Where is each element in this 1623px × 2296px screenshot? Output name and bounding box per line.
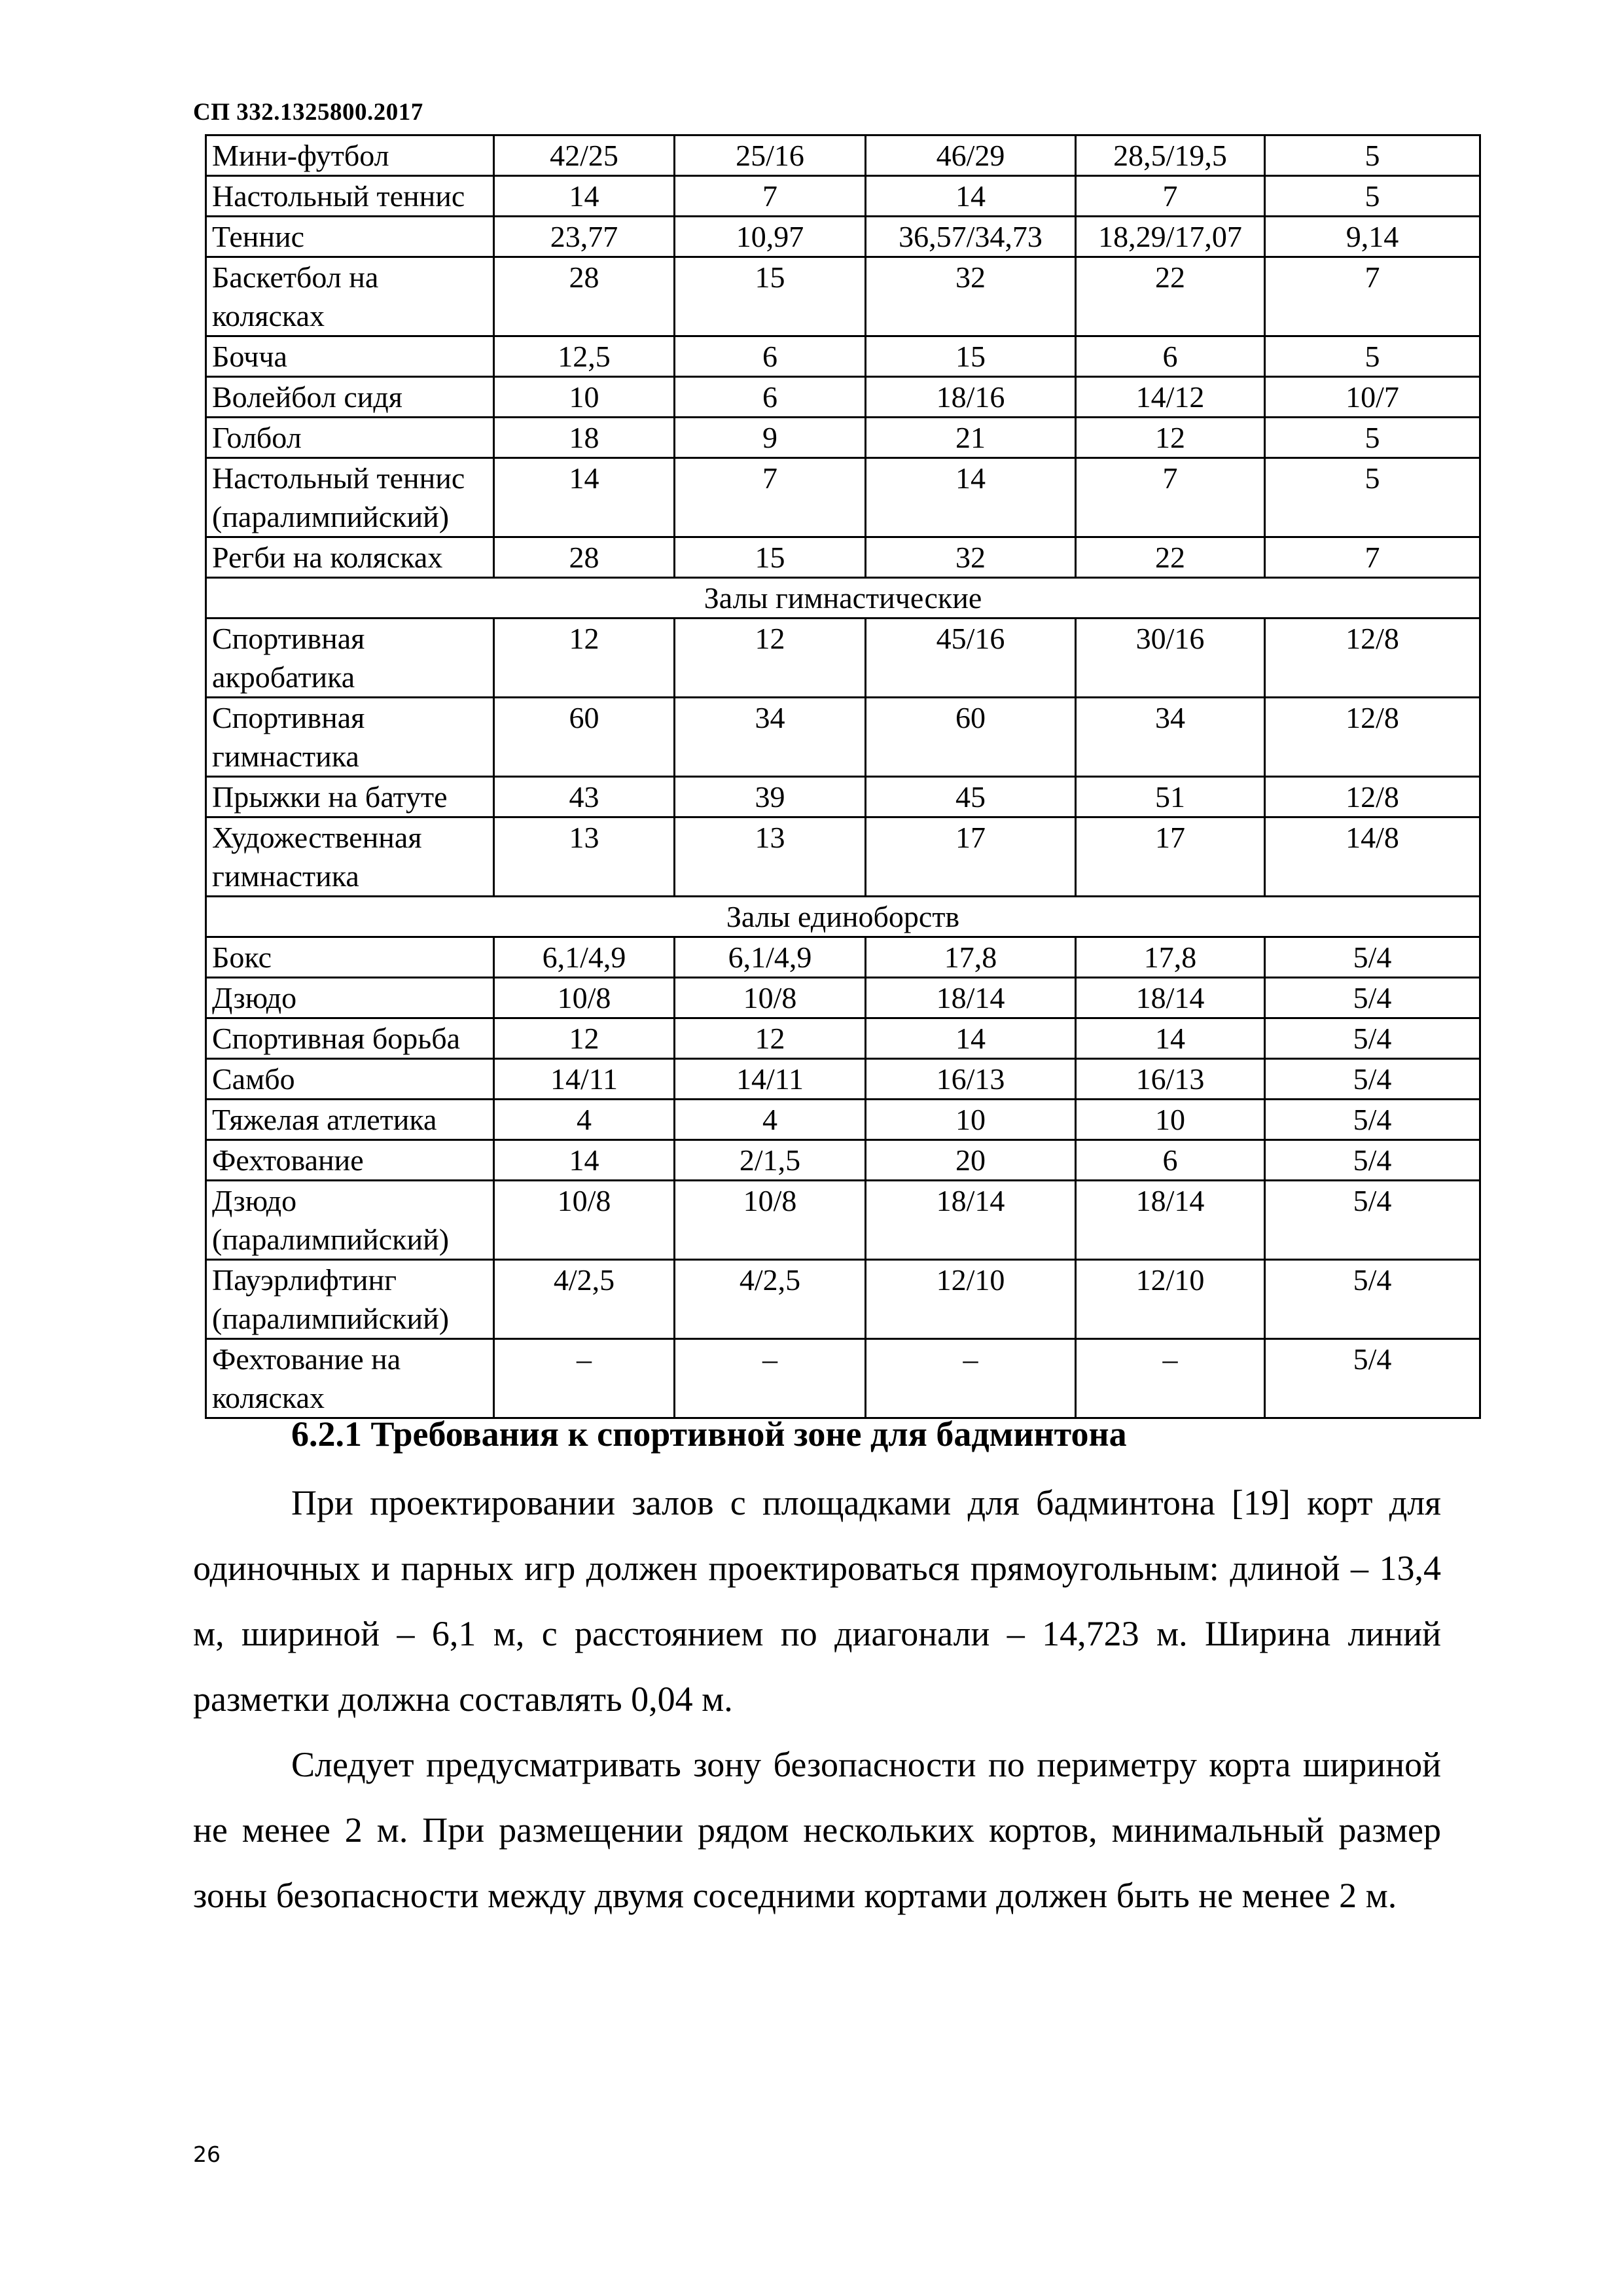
value-cell: 5/4 xyxy=(1265,1059,1480,1100)
document-code: СП 332.1325800.2017 xyxy=(193,99,423,126)
sport-name-cell: Дзюдо xyxy=(206,978,494,1018)
table-row xyxy=(206,257,1480,336)
value-cell: 7 xyxy=(1076,458,1265,537)
value-cell: 30/16 xyxy=(1076,619,1265,698)
sport-name-cell: Тяжелая атлетика xyxy=(206,1100,494,1140)
value-cell: 9,14 xyxy=(1265,217,1480,257)
value-cell: 4 xyxy=(494,1100,675,1140)
value-cell: 39 xyxy=(675,777,866,817)
value-cell: 18 xyxy=(494,418,675,458)
value-cell: 28 xyxy=(494,537,675,578)
section-heading: 6.2.1 Требования к спортивной зоне для бадминтона xyxy=(291,1414,1127,1454)
value-cell: 23,77 xyxy=(494,217,675,257)
value-cell: 5/4 xyxy=(1265,1140,1480,1181)
value-cell: 4/2,5 xyxy=(494,1260,675,1339)
value-cell: 16/13 xyxy=(866,1059,1076,1100)
value-cell: 60 xyxy=(866,698,1076,777)
dimensions-table xyxy=(205,134,1481,1419)
table-row xyxy=(206,1260,1480,1339)
table-row xyxy=(206,1181,1480,1260)
paragraph: Следует предусматривать зону безопасности по периметру корта шириной не менее 2 м. При размещении рядом нескольких кортов, минимальный размер зоны безопасности между двумя соседними кортами должен быть не менее 2 м. xyxy=(193,1745,1441,1915)
value-cell: 6,1/4,9 xyxy=(494,937,675,978)
table-row xyxy=(206,1339,1480,1418)
sport-name-cell: Фехтование на колясках xyxy=(206,1339,494,1418)
value-cell: 14 xyxy=(494,1140,675,1181)
value-cell: 5/4 xyxy=(1265,1100,1480,1140)
value-cell: 25/16 xyxy=(675,135,866,176)
value-cell: 4/2,5 xyxy=(675,1260,866,1339)
value-cell: 12 xyxy=(494,619,675,698)
value-cell: 14 xyxy=(494,176,675,217)
table-row xyxy=(206,1100,1480,1140)
value-cell: 18,29/17,07 xyxy=(1076,217,1265,257)
value-cell: 43 xyxy=(494,777,675,817)
sport-name-cell: Самбо xyxy=(206,1059,494,1100)
value-cell: 32 xyxy=(866,257,1076,336)
value-cell: 12 xyxy=(675,1018,866,1059)
value-cell: 14 xyxy=(866,176,1076,217)
value-cell: – xyxy=(675,1339,866,1418)
value-cell: 12/8 xyxy=(1265,619,1480,698)
value-cell: – xyxy=(866,1339,1076,1418)
value-cell: 34 xyxy=(675,698,866,777)
value-cell: 12 xyxy=(675,619,866,698)
value-cell: 17 xyxy=(1076,817,1265,897)
value-cell: 5 xyxy=(1265,418,1480,458)
value-cell: 7 xyxy=(1076,176,1265,217)
sport-name-cell: Регби на колясках xyxy=(206,537,494,578)
value-cell: 14/11 xyxy=(494,1059,675,1100)
value-cell: 14 xyxy=(1076,1018,1265,1059)
value-cell: 16/13 xyxy=(1076,1059,1265,1100)
value-cell: 45/16 xyxy=(866,619,1076,698)
value-cell: 5 xyxy=(1265,176,1480,217)
value-cell: 36,57/34,73 xyxy=(866,217,1076,257)
table-section-row xyxy=(206,897,1480,937)
value-cell: 6 xyxy=(1076,336,1265,377)
value-cell: 10/7 xyxy=(1265,377,1480,418)
value-cell: 18/14 xyxy=(1076,978,1265,1018)
table-row xyxy=(206,817,1480,897)
value-cell: 14/12 xyxy=(1076,377,1265,418)
table-row xyxy=(206,176,1480,217)
sport-name-cell: Настольный теннис xyxy=(206,176,494,217)
table-row xyxy=(206,458,1480,537)
value-cell: 17,8 xyxy=(1076,937,1265,978)
value-cell: 5/4 xyxy=(1265,1181,1480,1260)
value-cell: 18/14 xyxy=(1076,1181,1265,1260)
sport-name-cell: Пауэрлифтинг (паралимпийский) xyxy=(206,1260,494,1339)
value-cell: 5 xyxy=(1265,135,1480,176)
value-cell: 2/1,5 xyxy=(675,1140,866,1181)
sport-name-cell: Спортивная акробатика xyxy=(206,619,494,698)
value-cell: 4 xyxy=(675,1100,866,1140)
value-cell: 46/29 xyxy=(866,135,1076,176)
value-cell: 7 xyxy=(1265,537,1480,578)
table-row xyxy=(206,978,1480,1018)
table-section-row xyxy=(206,578,1480,619)
value-cell: 42/25 xyxy=(494,135,675,176)
value-cell: 6 xyxy=(1076,1140,1265,1181)
value-cell: 13 xyxy=(494,817,675,897)
sport-name-cell: Художественная гимнастика xyxy=(206,817,494,897)
page-number: 26 xyxy=(193,2142,221,2167)
table-row xyxy=(206,1018,1480,1059)
value-cell: 5 xyxy=(1265,458,1480,537)
sport-name-cell: Настольный теннис (паралимпийский) xyxy=(206,458,494,537)
table-row xyxy=(206,619,1480,698)
table-row xyxy=(206,217,1480,257)
value-cell: 10 xyxy=(494,377,675,418)
value-cell: 18/14 xyxy=(866,1181,1076,1260)
value-cell: 5/4 xyxy=(1265,937,1480,978)
value-cell: 15 xyxy=(675,537,866,578)
value-cell: 14 xyxy=(866,458,1076,537)
sport-name-cell: Фехтование xyxy=(206,1140,494,1181)
value-cell: 18/16 xyxy=(866,377,1076,418)
value-cell: 12/10 xyxy=(866,1260,1076,1339)
value-cell: 22 xyxy=(1076,257,1265,336)
value-cell: – xyxy=(1076,1339,1265,1418)
value-cell: 34 xyxy=(1076,698,1265,777)
value-cell: 14/8 xyxy=(1265,817,1480,897)
value-cell: 17 xyxy=(866,817,1076,897)
value-cell: 7 xyxy=(675,176,866,217)
value-cell: 10 xyxy=(1076,1100,1265,1140)
value-cell: 5/4 xyxy=(1265,1018,1480,1059)
value-cell: 32 xyxy=(866,537,1076,578)
value-cell: 13 xyxy=(675,817,866,897)
value-cell: 10/8 xyxy=(675,1181,866,1260)
table-row xyxy=(206,418,1480,458)
value-cell: 10/8 xyxy=(494,1181,675,1260)
value-cell: 5/4 xyxy=(1265,1339,1480,1418)
table-row xyxy=(206,1059,1480,1100)
value-cell: 14 xyxy=(494,458,675,537)
value-cell: 12 xyxy=(1076,418,1265,458)
value-cell: 12/8 xyxy=(1265,777,1480,817)
value-cell: 18/14 xyxy=(866,978,1076,1018)
value-cell: 28 xyxy=(494,257,675,336)
sport-name-cell: Бокс xyxy=(206,937,494,978)
value-cell: 21 xyxy=(866,418,1076,458)
value-cell: 10,97 xyxy=(675,217,866,257)
sport-name-cell: Спортивная борьба xyxy=(206,1018,494,1059)
value-cell: 7 xyxy=(675,458,866,537)
sport-name-cell: Теннис xyxy=(206,217,494,257)
sport-name-cell: Волейбол сидя xyxy=(206,377,494,418)
value-cell: 12/10 xyxy=(1076,1260,1265,1339)
value-cell: 28,5/19,5 xyxy=(1076,135,1265,176)
value-cell: 6 xyxy=(675,377,866,418)
value-cell: 9 xyxy=(675,418,866,458)
table-row xyxy=(206,698,1480,777)
table-row xyxy=(206,135,1480,176)
value-cell: 12,5 xyxy=(494,336,675,377)
value-cell: 5 xyxy=(1265,336,1480,377)
sport-name-cell: Бочча xyxy=(206,336,494,377)
value-cell: 10/8 xyxy=(494,978,675,1018)
value-cell: 5/4 xyxy=(1265,1260,1480,1339)
value-cell: 10/8 xyxy=(675,978,866,1018)
value-cell: 14 xyxy=(866,1018,1076,1059)
value-cell: 10 xyxy=(866,1100,1076,1140)
value-cell: 51 xyxy=(1076,777,1265,817)
value-cell: – xyxy=(494,1339,675,1418)
paragraph: При проектировании залов с площадками для бадминтона [19] корт для одиночных и парных игр должен проектироваться прямоугольным: длиной – 13,4 м, шириной – 6,1 м, с расстоянием по диагонали – 14,723 м. Ширина линий разметки должна составлять 0,04 м. xyxy=(193,1483,1441,1719)
table-row xyxy=(206,537,1480,578)
table-row xyxy=(206,937,1480,978)
table-row xyxy=(206,336,1480,377)
value-cell: 5/4 xyxy=(1265,978,1480,1018)
section-title-cell: Залы гимнастические xyxy=(206,578,1480,619)
value-cell: 6 xyxy=(675,336,866,377)
value-cell: 7 xyxy=(1265,257,1480,336)
value-cell: 45 xyxy=(866,777,1076,817)
value-cell: 15 xyxy=(675,257,866,336)
value-cell: 15 xyxy=(866,336,1076,377)
value-cell: 6,1/4,9 xyxy=(675,937,866,978)
value-cell: 12 xyxy=(494,1018,675,1059)
value-cell: 60 xyxy=(494,698,675,777)
sport-name-cell: Спортивная гимнастика xyxy=(206,698,494,777)
value-cell: 14/11 xyxy=(675,1059,866,1100)
value-cell: 20 xyxy=(866,1140,1076,1181)
value-cell: 17,8 xyxy=(866,937,1076,978)
section-title-cell: Залы единоборств xyxy=(206,897,1480,937)
table-row xyxy=(206,1140,1480,1181)
sport-name-cell: Голбол xyxy=(206,418,494,458)
table-body xyxy=(206,135,1480,1418)
table-row xyxy=(206,377,1480,418)
sport-name-cell: Прыжки на батуте xyxy=(206,777,494,817)
sport-name-cell: Дзюдо (паралимпийский) xyxy=(206,1181,494,1260)
value-cell: 12/8 xyxy=(1265,698,1480,777)
value-cell: 22 xyxy=(1076,537,1265,578)
sport-name-cell: Мини-футбол xyxy=(206,135,494,176)
table-row xyxy=(206,777,1480,817)
sport-name-cell: Баскетбол на колясках xyxy=(206,257,494,336)
